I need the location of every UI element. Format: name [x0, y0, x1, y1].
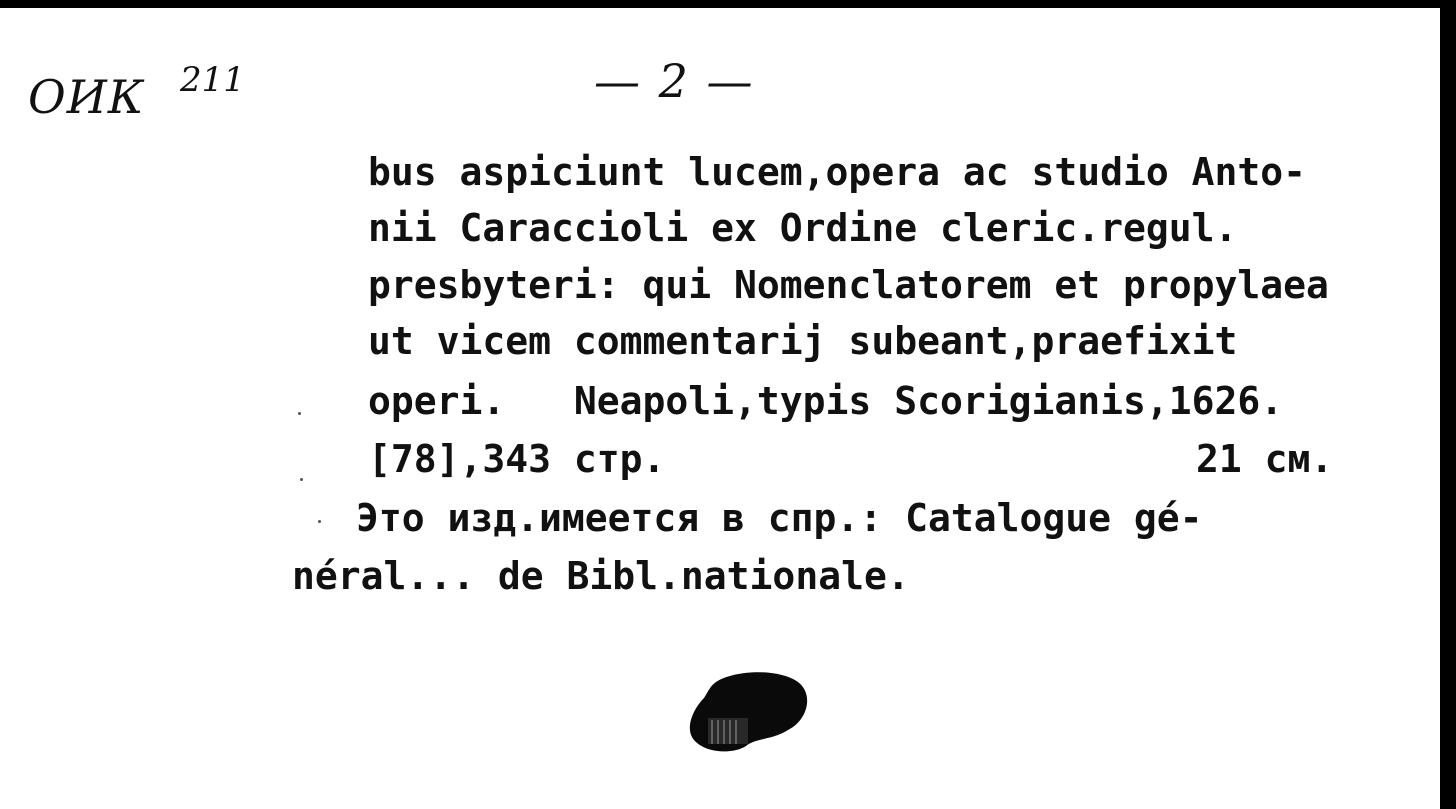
text-line: presbyteri: qui Nomenclatorem et propylaea — [368, 263, 1329, 307]
text-line: néral... de Bibl.nationale. — [292, 554, 910, 598]
text-line: ut vicem commentarij subeant,praefixit — [368, 319, 1238, 363]
dust-speck — [300, 478, 303, 481]
size-text: 21 см. — [1196, 437, 1334, 481]
page-number-handwritten: — 2 — — [594, 54, 755, 108]
ink-blot — [686, 668, 810, 754]
text-line: operi. Neapoli,typis Scorigianis,1626. — [368, 379, 1284, 423]
text-line: bus aspiciunt lucem,opera ac studio Anto- — [368, 150, 1306, 194]
catalog-card — [0, 8, 1440, 809]
dust-speck — [298, 412, 301, 415]
scan-edge — [1440, 0, 1456, 809]
text-line: nii Caraccioli ex Ordine cleric.regul. — [368, 206, 1238, 250]
text-line: Это изд.имеется в спр.: Catalogue gé- — [356, 496, 1203, 540]
shelfmark-number-handwritten: 211 — [180, 60, 245, 100]
shelfmark-handwritten: ОИК — [28, 70, 145, 124]
pagination-line: [78],343 стр. — [368, 437, 666, 481]
dust-speck — [318, 520, 321, 523]
